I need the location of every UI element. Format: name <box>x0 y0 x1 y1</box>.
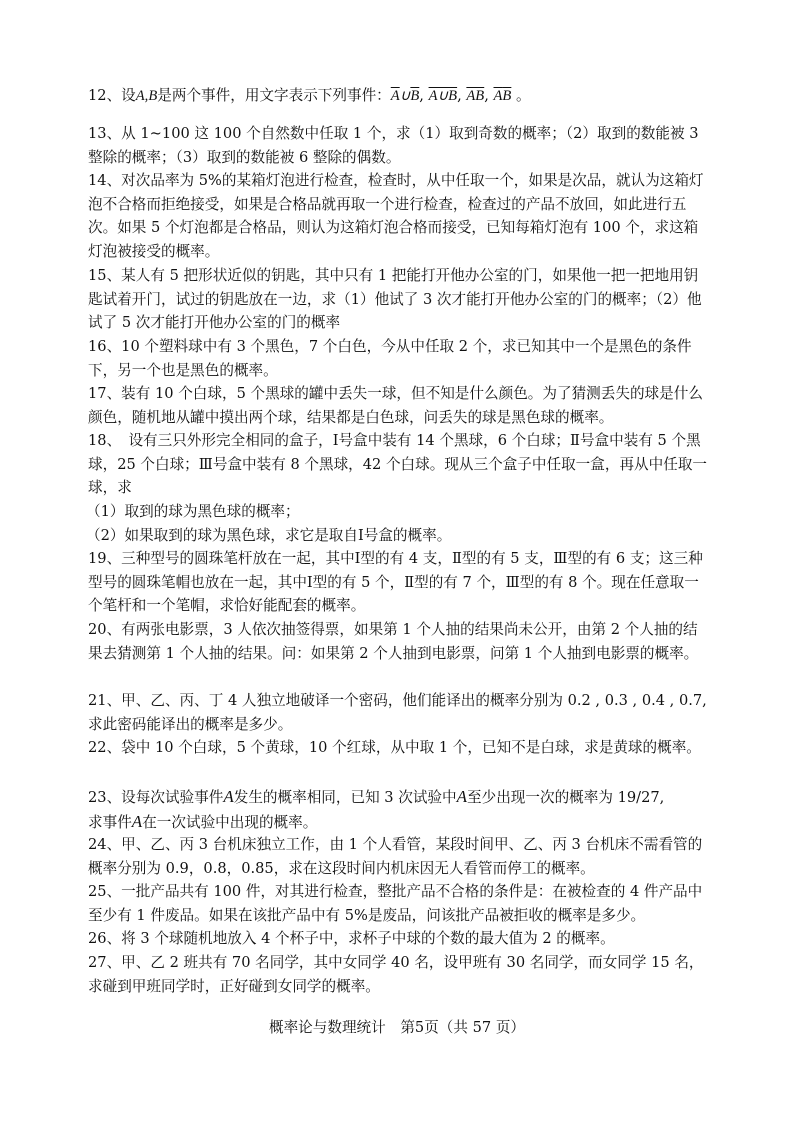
problem-17: 17、装有 10 个白球，5 个黑球的罐中丢失一球，但不知是什么颜色。为了猜测丢失的球是什么颜色，随机地从罐中摸出两个球，结果都是白色球，问丢失的球是黑色球的概率。 <box>88 385 703 426</box>
problem-12-prefix: 12、设 <box>88 87 136 104</box>
event-4a: $\overline{A}$ <box>493 88 503 104</box>
problem-23-c: 至少出现一次的概率为 19/27, <box>467 789 665 806</box>
event-1a: $\overline{A}$ <box>390 88 400 104</box>
problem-21: 21、甲、乙、丙、丁 4 人独立地破译一个密码，他们能译出的概率分别为 0.2 , 0.3 , 0.4 , 0.7, 求此密码能译出的概率是多少。 <box>88 692 707 733</box>
problem-23 <box>88 785 712 834</box>
event-1b: $\overline{B}$ <box>410 88 420 104</box>
problem-25: 25、一批产品共有 100 件，对其进行检查，整批产品不合格的条件是：在被检查的 4 件产品中至少有 1 件废品。如果在该批产品中有 5%是废品，问该批产品被拒收的概率是多少。 <box>88 883 703 924</box>
problem-22: 22、袋中 10 个白球，5 个黄球，10 个红球，从中取 1 个，已知不是白球，求是黄球的概率。 <box>88 739 701 756</box>
problem-13: 13、从 1~100 这 100 个自然数中任取 1 个，求（1）取到奇数的概率；（2）取到的数能被 3 整除的概率；（3）取到的数能被 6 整除的偶数。 <box>88 125 699 166</box>
page-footer: 概率论与数理统计 第5页（共 57 页） <box>268 1019 526 1036</box>
problem-19: 19、三种型号的圆珠笔杆放在一起，其中Ⅰ型的有 4 支，Ⅱ型的有 5 支，Ⅲ型的有 6 支；这三种型号的圆珠笔帽也放在一起，其中Ⅰ型的有 5 个，Ⅱ型的有 7 个，Ⅲ型的有 8 个。现在任意取一个笔杆和一个笔帽，求恰好能配套的概率。 <box>88 550 703 615</box>
problem-23-a: 23、设每次试验事件 <box>88 789 224 806</box>
event-4b: $\overline{B}$ <box>502 88 512 104</box>
problem-26: 26、将 3 个球随机地放入 4 个杯子中，求杯子中球的个数的最大值为 2 的概率。 <box>88 930 615 947</box>
problem-24: 24、甲、乙、丙 3 台机床独立工作，由 1 个人看管，某段时间甲、乙、丙 3 台机床不需看管的概率分别为 0.9，0.8，0.85，求在这段时间内机床因无人看管而停工的概率。 <box>88 836 703 877</box>
problem-15: 15、某人有 5 把形状近似的钥匙，其中只有 1 把能打开他办公室的门，如果他一把一把地用钥匙试着开门，试过的钥匙放在一边，求（1）他试了 3 次才能打开他办公室的门的概率；（2）他试了 5 次才能打开他办公室的门的概率 <box>88 267 702 332</box>
problem-23-d: 求事件 <box>88 813 132 831</box>
problem-14: 14、对次品率为 5%的某箱灯泡进行检查，检查时，从中任取一个，如果是次品，就认为这箱灯泡不合格而拒绝接受，如果是合格品就再取一个进行检查，检查过的产品不放回，如此进行五次。如果 5 个灯泡都是合格品，则认为这箱灯泡合格而接受，已知每箱灯泡有 100 个，求这箱灯泡被接受的概率。 <box>88 172 704 260</box>
event-1-union: ∪ <box>399 88 411 104</box>
event-a-var: A <box>456 787 467 806</box>
problem-16: 16、10 个塑料球中有 3 个黑色，7 个白色，今从中任取 2 个，求已知其中一个是黑色的条件下，另一个也是黑色的概率。 <box>88 338 692 379</box>
event-2: A∪B <box>428 88 458 104</box>
problem-20: 20、有两张电影票，3 人依次抽签得票，如果第 1 个人抽的结果尚未公开，由第 2 个人抽的结果去猜测第 1 个人抽的结果。问：如果第 2 个人抽到电影票，问第 1 个人抽到电影票的概率。 <box>88 621 699 662</box>
problem-18-question-1: （1）取到的球为黑色球的概率； <box>86 503 300 520</box>
problem-12-end: 。 <box>515 87 531 104</box>
problem-27: 27、甲、乙 2 班共有 70 名同学，其中女同学 40 名，设甲班有 30 名同学，而女同学 15 名，求碰到甲班同学时，正好碰到女同学的概率。 <box>88 954 704 995</box>
problem-12: 12、设A,B是两个事件，用文字表示下列事件：$\overline{A}\cup\overline{B}$, A∪B, $\overline{AB}$, $\overline{A}\overline{B}$ 。 <box>88 87 531 104</box>
event-a-var: A <box>223 787 234 806</box>
problem-23-b: 发生的概率相同，已知 3 次试验中 <box>233 789 457 806</box>
problem-12-mid: 是两个事件，用文字表示下列事件： <box>157 87 391 104</box>
event-3: $\overline{AB}$ <box>466 88 485 104</box>
event-a-var: A <box>131 811 143 831</box>
problem-18: 18、 设有三只外形完全相同的盒子，Ⅰ号盒中装有 14 个黑球，6 个白球；Ⅱ号盒中装有 5 个黑球，25 个白球；Ⅲ号盒中装有 8 个黑球，42 个白球。现从三个盒子中任取一盒，再从中任取一球，求 <box>88 432 708 497</box>
problem-12-vars: A,B <box>135 88 158 104</box>
problem-18-question-2: （2）如果取到的球为黑色球，求它是取自Ⅰ号盒的概率。 <box>86 527 452 544</box>
problem-23-e: 在一次试验中出现的概率。 <box>142 813 318 831</box>
